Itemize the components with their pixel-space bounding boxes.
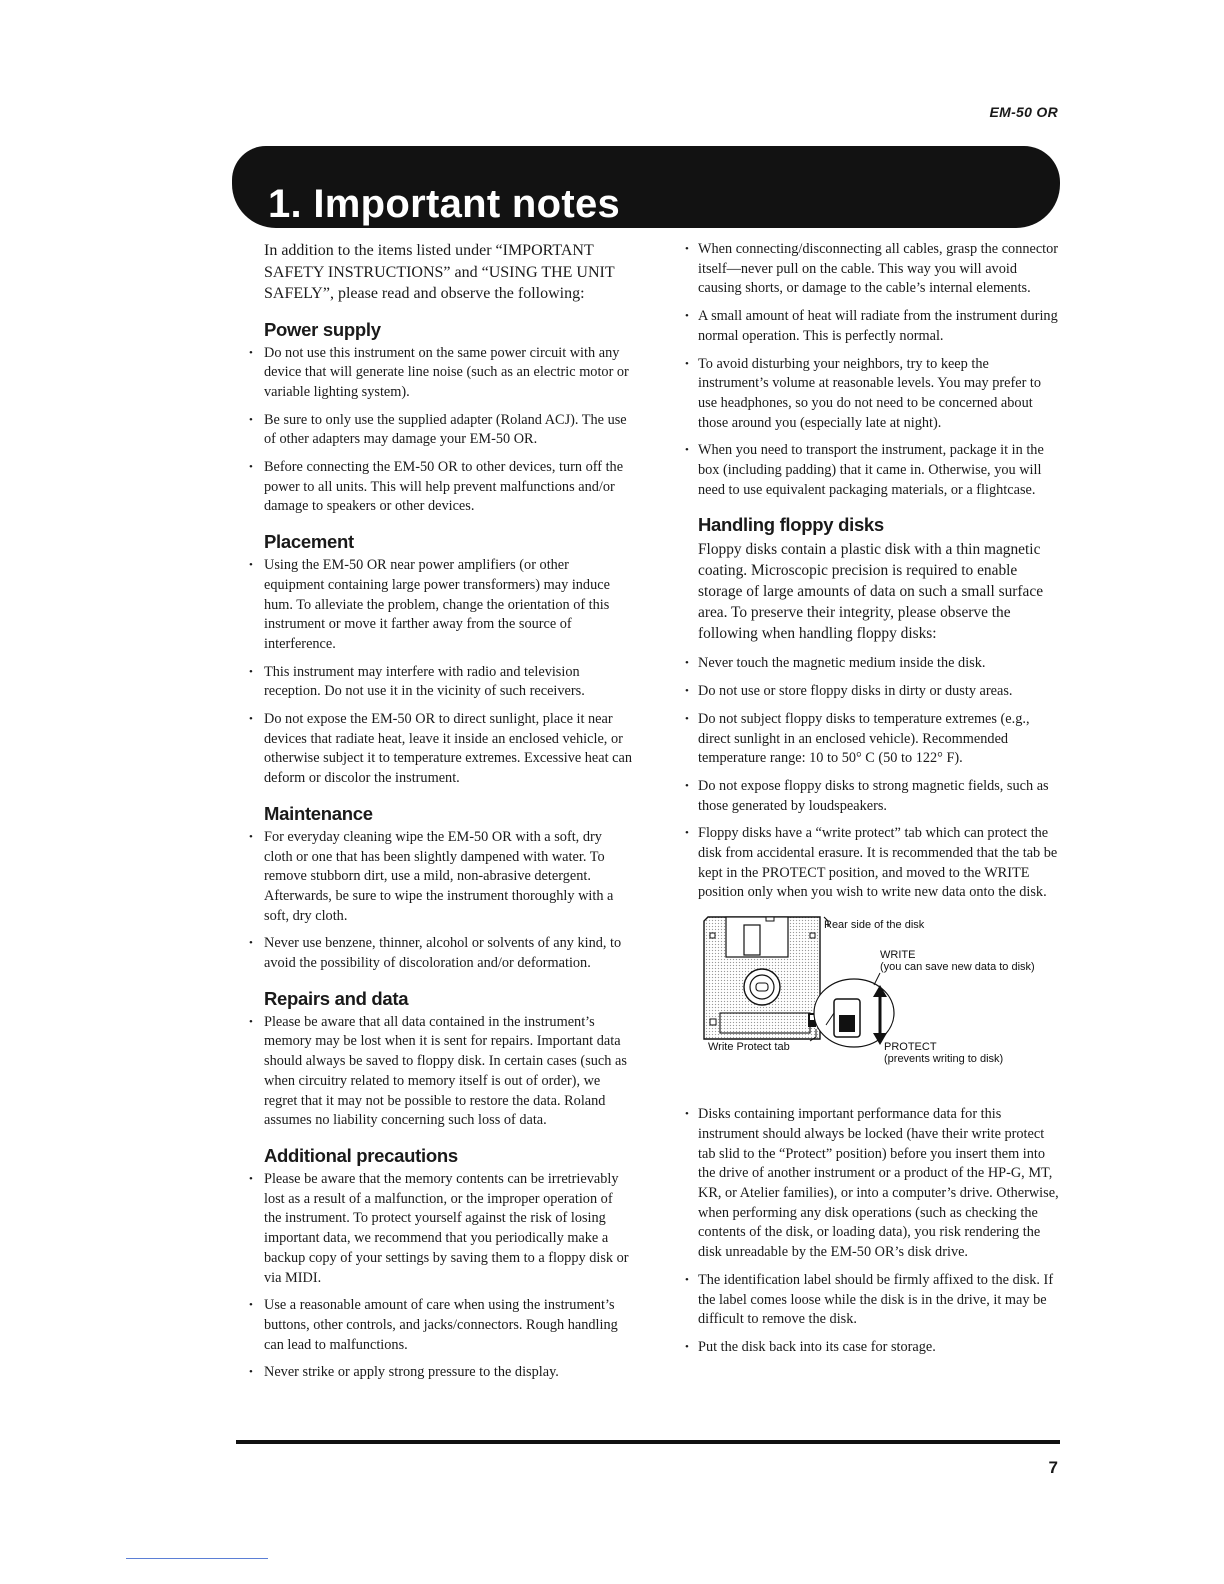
section-heading-power-supply: Power supply (264, 318, 381, 340)
repairs-list (248, 1013, 632, 1131)
power-supply-list (248, 344, 632, 518)
list-item: • Using the EM-50 OR near power amplifiers (or other equipment containing large power transformers) may induce hum. To alleviate the problem, change the orientation of this instrument or move it farther away from the source of interference. (248, 556, 632, 655)
list-item: • Disks containing important performance data for this instrument should always be locked (have their write protect tab slid to the “Protect” position) before you insert them into the drive of another instrument or a product of the HP-G, MT, KR, or Atelier families), or into a computer’s drive. Otherwise, when performing any disk operations (such as checking the contents of the disk, or loading data), you risk rendering the disk unreadable by the EM-50 OR’s disk drive. (684, 1105, 1060, 1263)
intro-paragraph: In addition to the items listed under “IMPORTANT SAFETY INSTRUCTIONS” and “USING THE UNIT SAFELY”, please read and observe the following: (264, 242, 615, 302)
general-precautions-list (684, 240, 1060, 500)
placement-list (248, 556, 632, 789)
list-item: • Do not use or store floppy disks in dirty or dusty areas. (684, 682, 1060, 702)
write-note: (you can save new data to disk) (880, 961, 1035, 974)
list-item: • For everyday cleaning wipe the EM-50 OR with a soft, dry cloth or one that has been slightly dampened with water. To remove stubborn dirt, use a mild, non-abrasive detergent. Afterwards, be sure to wipe the instrument thoroughly with a soft, dry cloth. (248, 828, 632, 927)
floppy-list-continued (684, 1105, 1060, 1357)
list-item: • When you need to transport the instrument, package it in the box (including padding) that it came in. Otherwise, you will need to use equivalent packaging materials, or a flightcase. (684, 441, 1060, 500)
list-item: • A small amount of heat will radiate from the instrument during normal operation. This is perfectly normal. (684, 307, 1060, 346)
left-column (248, 240, 632, 1391)
right-column (684, 240, 1060, 1366)
list-item: • The identification label should be firmly affixed to the disk. If the label comes loose while the disk is in the drive, it may be difficult to remove the disk. (684, 1271, 1060, 1330)
list-item: • Use a reasonable amount of care when using the instrument’s buttons, other controls, and jacks/connectors. Rough handling can lead to malfunctions. (248, 1296, 632, 1355)
floppy-disk-illustration (684, 913, 1060, 1083)
write-protect-tab-detail (814, 973, 894, 1047)
header-model-name: EM-50 OR (989, 104, 1058, 120)
protect-label: PROTECT (884, 1041, 937, 1054)
list-item: • Do not expose the EM-50 OR to direct sunlight, place it near devices that radiate heat, leave it inside an enclosed vehicle, or otherwise subject it to temperature extremes. Excessive heat can deform or discolor the instrument. (248, 710, 632, 789)
section-heading-maintenance: Maintenance (264, 802, 373, 824)
list-item: • Never use benzene, thinner, alcohol or solvents of any kind, to avoid the possibility of discoloration and/or deformation. (248, 934, 632, 973)
list-item: • Do not subject floppy disks to temperature extremes (e.g., direct sunlight in an enclosed vehicle). Recommended temperature range: 10 to 50° C (50 to 122° F). (684, 710, 1060, 769)
list-item: • Before connecting the EM-50 OR to other devices, turn off the power to all units. This will help prevent malfunctions and/or damage to speakers or other devices. (248, 458, 632, 517)
floppy-intro-paragraph: Floppy disks contain a plastic disk with a thin magnetic coating. Microscopic precision is required to enable storage of large amounts of data on such a small surface area. To preserve their integrity, please observe the following when handling floppy disks: (698, 541, 1044, 643)
precautions-list (248, 1170, 632, 1383)
section-heading-floppy-disks: Handling floppy disks (698, 514, 884, 536)
list-item: • Please be aware that all data contained in the instrument’s memory may be lost when it is sent for repairs. Important data should always be saved to floppy disk. In certain cases (such as when circuitry related to memory itself is out of order), we regret that it may not be possible to restore the data. Roland assumes no liability concerning such loss of data. (248, 1013, 632, 1131)
section-heading-additional-precautions: Additional precautions (264, 1145, 458, 1166)
write-label: WRITE (880, 949, 916, 962)
list-item: • When connecting/disconnecting all cables, grasp the connector itself—never pull on the cable. This way you will avoid causing shorts, or damage to the cable’s internal elements. (684, 240, 1060, 299)
page-number: 7 (1048, 1458, 1058, 1477)
chapter-title: 1. Important notes (268, 182, 621, 226)
list-item: • Put the disk back into its case for storage. (684, 1338, 1060, 1358)
list-item: • Never touch the magnetic medium inside the disk. (684, 654, 1060, 674)
section-heading-placement: Placement (264, 531, 354, 553)
floppy-list (684, 654, 1060, 903)
list-item: • Never strike or apply strong pressure to the display. (248, 1363, 632, 1383)
list-item: • Floppy disks have a “write protect” tab which can protect the disk from accidental erasure. It is recommended that the tab be kept in the PROTECT position, and moved to the WRITE position only when you wish to write new data onto the disk. (684, 824, 1060, 903)
section-heading-repairs-and-data: Repairs and data (264, 987, 409, 1009)
protect-note: (prevents writing to disk) (884, 1053, 1004, 1066)
list-item: • To avoid disturbing your neighbors, try to keep the instrument’s volume at reasonable levels. You may prefer to use headphones, so you do not need to be concerned about those around you (especially late at night). (684, 355, 1060, 434)
list-item: • This instrument may interfere with radio and television reception. Do not use it in the vicinity of such receivers. (248, 663, 632, 702)
floppy-disk-body (704, 917, 820, 1039)
link-underline (126, 1558, 268, 1559)
list-item: • Do not expose floppy disks to strong magnetic fields, such as those generated by loudspeakers. (684, 777, 1060, 816)
list-item: • Do not use this instrument on the same power circuit with any device that will generate line noise (such as an electric motor or variable lighting system). (248, 344, 632, 403)
rear-side-label: Rear side of the disk (824, 919, 925, 932)
list-item: • Be sure to only use the supplied adapter (Roland ACJ). The use of other adapters may damage your EM-50 OR. (248, 411, 632, 450)
list-item: • Please be aware that the memory contents can be irretrievably lost as a result of a malfunction, or the improper operation of the instrument. To protect yourself against the risk of losing important data, we recommend that you periodically make a backup copy of your settings by saving them to a floppy disk or via MIDI. (248, 1170, 632, 1288)
maintenance-list (248, 828, 632, 974)
footer-rule (236, 1440, 1060, 1444)
write-protect-tab-label: Write Protect tab (708, 1041, 790, 1054)
floppy-disk-figure (684, 913, 1060, 1083)
